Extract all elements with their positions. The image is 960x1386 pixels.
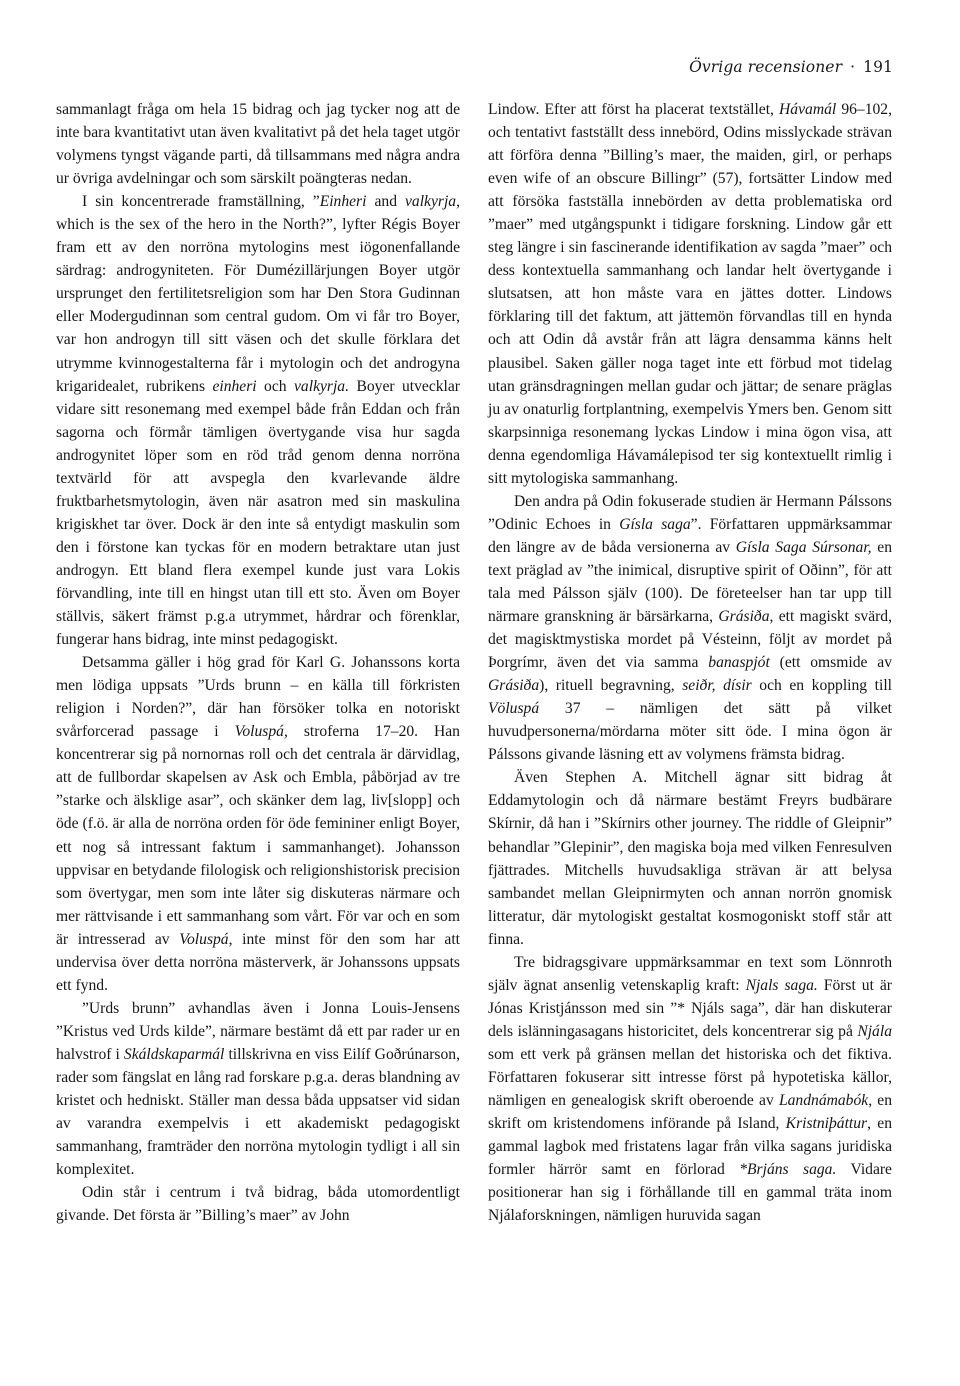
paragraph [488, 951, 892, 1228]
italic-text-run: Hávamál [779, 101, 837, 118]
italic-text-run: Njals saga. [745, 976, 818, 994]
paragraph [56, 1181, 460, 1227]
paragraph [56, 997, 460, 1181]
paragraph [488, 98, 892, 490]
text-run: ), rituell begravning, [539, 677, 683, 695]
left-text-column [56, 98, 460, 1227]
text-run: , en gammal lagbok med fristatens lagar från vilka sagans juridiska formler härrör samt en förlorad [488, 1115, 892, 1179]
italic-text-run: Landnámabók [778, 1092, 869, 1110]
italic-text-run: Völuspá [488, 700, 540, 718]
right-text-column [488, 98, 892, 1227]
text-run: Boyer utvecklar vidare sitt resonemang med exempel både från Eddan och från sagorna och förmår tämligen övertygande visa hur sagda androgynitet löper som en röd tråd genom denna norröna textvärld för att avspegla den kvarlevande äldre fruktbarhetsmytologin, även när asatron med sin maskulina krigiskhet tar över. Dock är den inte så entydigt maskulin som den i förstone kan tyckas för en modern betraktare utan just androgyn. Ett bland flera exempel kunde just vara Lokis förvandling, inte till en hingst utan till ett sto. Även om Boyer ställvis, säkert främst p.g.a utrymmet, hårdrar och förenklar, fungerar hans bidrag, inte minst pedagogiskt. [56, 377, 461, 649]
text-run: Först ut är Jónas Kristjánsson med sin ”* Njáls saga”, där han diskuterar dels islänningasagans historicitet, dels koncentrerar sig på [488, 976, 892, 1040]
italic-text-run: einheri [212, 377, 257, 395]
text-run: Odin står i centrum i två bidrag, båda utomordentligt givande. Det första är ”Billing’s maer” av John [56, 1184, 460, 1225]
italic-text-run: valkyrja. [294, 377, 350, 395]
text-run: Tre bidragsgivare uppmärksammar en text som Lönnroth själv ägnat ansenlig vetenskaplig kraft: [488, 953, 892, 994]
text-run: Den andra på Odin fokuserade studien är Hermann Pálssons ”Odinic Echoes in [488, 492, 892, 533]
paragraph [56, 651, 460, 997]
text-run: , en skrift om kristendomens införande på Island, [488, 1092, 892, 1133]
italic-text-run: Skáldskaparmál [123, 1045, 225, 1063]
italic-text-run: Gísla Saga Súrsonar, [735, 538, 872, 556]
text-run: tillskrivna en viss Eilíf Goðrúnarson, rader som fängslat en lång rad forskare p.g.a. deras blandning av kristet och hedniskt. Ställer man dessa båda uppsatser vid sidan av varandra exempelvis i ett akademiskt pedagogiskt sammanhang, framträder den norröna mytologin tydligt i all sin komplexitet. [56, 1045, 460, 1179]
running-head-separator: · [850, 58, 856, 76]
paragraph [488, 766, 892, 950]
text-run: och [256, 377, 295, 395]
text-run: ”. Författaren uppmärksammar den längre av de båda versionerna av [488, 515, 893, 556]
italic-text-run: Grásiða [488, 677, 540, 695]
running-head-title: Övriga recensioner [689, 58, 843, 76]
text-run: sammanlagt fråga om hela 15 bidrag och jag tycker nog att de inte bara kvantitativt utan även kvalitativt på det hela taget utgör volymens tyngst vägande parti, då tillsammans med några andra ur övriga avdelningar och som särskilt poängteras nedan. [56, 101, 460, 188]
paragraph [488, 490, 892, 767]
italic-text-run: Voluspá, [234, 723, 288, 741]
text-run: Lindow. Efter att först ha placerat textstället, [488, 101, 780, 118]
text-run: and [366, 193, 405, 211]
text-run: 96–102, och tentativt fastställt dess innebörd, Odins misslyckade strävan att förföra denna ”Billing’s maer, the maiden, girl, or perhaps even wife of an obscure Billingr” (57), fortsätter Lindow med att försöka fastställa innebörden av detta problematiska ord ”maer” med utgångspunkt i tidigare forskning. Lindow går ett steg längre i sin fascinerande identifikation av sagda ”maer” och dess kontextuella sammanhang och landar helt övertygande i slutsatsen, att hon måste vara en jättes dotter. Lindows förklaring till det faktum, att jättemön förvandlas till en hynda och att Odin då avstår från att lägra densamma känns helt plausibel. Saken gäller noga taget inte ett förbud mot tidelag utan gränsdragningen mellan gudar och jättar; de senare präglas ju av onaturlig fortplantning, exempelvis Ymers ben. Genom sitt skarpsinniga resonemang lyckas Lindow i mina ögon visa, att denna egendomliga Hávamálepisod ter sig kontextuellt rimlig i sitt mytologiska sammanhang. [488, 101, 893, 487]
italic-text-run: Njála [857, 1022, 892, 1040]
italic-text-run: seiðr, dísir [682, 677, 752, 695]
running-head [480, 58, 893, 76]
page-number: 191 [863, 58, 893, 76]
text-run: 37 – nämligen det sätt på vilket huvudpersonerna/mördarna möter sitt öde. I mina ögon är Pálssons givande läsning ett av volymens främsta bidrag. [488, 700, 892, 764]
italic-text-run: Gísla saga [619, 515, 691, 533]
text-run: (ett omsmide av [769, 654, 893, 672]
paragraph [56, 190, 460, 651]
text-run: Vidare positionerar han sig i förhållande till en gammal träta inom Njálaforskningen, nämligen huruvida sagan [488, 1161, 892, 1225]
paragraph [56, 98, 460, 190]
italic-text-run: Einheri [319, 193, 367, 211]
italic-text-run: Grásiða [718, 608, 770, 626]
text-run: ”Urds brunn” avhandlas även i Jonna Louis-Jensens ”Kristus ved Urds kilde”, närmare bestämt då ett par rader ur en halvstrof i [56, 999, 460, 1063]
italic-text-run: Kristniþáttur [785, 1115, 868, 1133]
text-run: och en koppling till [751, 677, 893, 695]
text-run: som ett verk på gränsen mellan det historiska och det fiktiva. Författaren fokuserar sitt intresse först på hypotetiska källor, nämligen en genealogisk skrift oberoende av [488, 1045, 892, 1110]
text-run: Detsamma gäller i hög grad för Karl G. Johanssons korta men lödiga uppsats ”Urds brunn – en källa till förkristen religion i Norden?”, där han försöker tolka en notoriskt svårforcerad passage i [56, 654, 460, 741]
text-run: , which is the sex of the hero in the North?”, lyfter Régis Boyer fram ett av den norröna mytologins mest iögonenfallande särdrag: androgyniteten. För Dumézillärjungen Boyer utgör ursprunget den fertilitetsreligion som har Den Stora Gudinnan eller Modergudinnan som central gudom. Om vi får tro Boyer, var hon androgyn till sitt väsen och det skulle förklara det utrymme kvinnogestalterna får i mytologin och det androgyna krigaridealet, rubrikens [56, 193, 460, 395]
text-run: , ett magiskt svärd, det magisktmystiska mordet på Vésteinn, följt av mordet på Þorgrímr, även det via samma [488, 608, 893, 672]
text-run: I sin koncentrerade framställning, ” [82, 193, 320, 211]
text-run: Även Stephen A. Mitchell ägnar sitt bidrag åt Eddamytologin och då närmare bestämt Freyrs budbärare Skírnir, då han i ”Skírnirs other journey. The riddle of Gleipnir” behandlar ”Glepinir”, den magiska boja med vilken Fenresulven fjättrades. Mitchells huvudsakliga strävan är att belysa sambandet mellan Gleipnirmyten och annan norrön gnomisk litteratur, där mytologiskt gestaltat kosmogoniskt stoff står att finna. [488, 769, 892, 948]
italic-text-run: valkyrja [405, 193, 457, 211]
italic-text-run: *Brjáns saga. [739, 1161, 837, 1179]
italic-text-run: banaspjót [708, 654, 770, 672]
text-run: stroferna 17–20. Han koncentrerar sig på nornornas roll och det centrala är därvidlag, att de fullbordar skapelsen av Ask och Embla, påbörjad av tre ”starke och älsklige asar”, och skänker dem lag, liv[slopp] och öde (f.ö. är alla de norröna orden för öde femininer enligt Boyer, ett nog så intressant faktum i sammanhanget). Johansson uppvisar en betydande filologisk och religionshistorisk precision som övertygar, men som inte låter sig diskuteras närmare och mer rättvisande i ett sammanhang som vårt. För var och en som är intresserad av [56, 723, 460, 948]
italic-text-run: Voluspá [179, 930, 229, 948]
text-run: , inte minst för den som har att undervisa över detta norröna mästerverk, är Johanssons uppsats ett fynd. [56, 930, 461, 994]
text-run: en text präglad av ”the inimical, disruptive spirit of Oðinn”, för att tala med Pálsson själv (100). De företeelser han tar upp till närmare granskning är bärsärkarna, [488, 538, 892, 626]
